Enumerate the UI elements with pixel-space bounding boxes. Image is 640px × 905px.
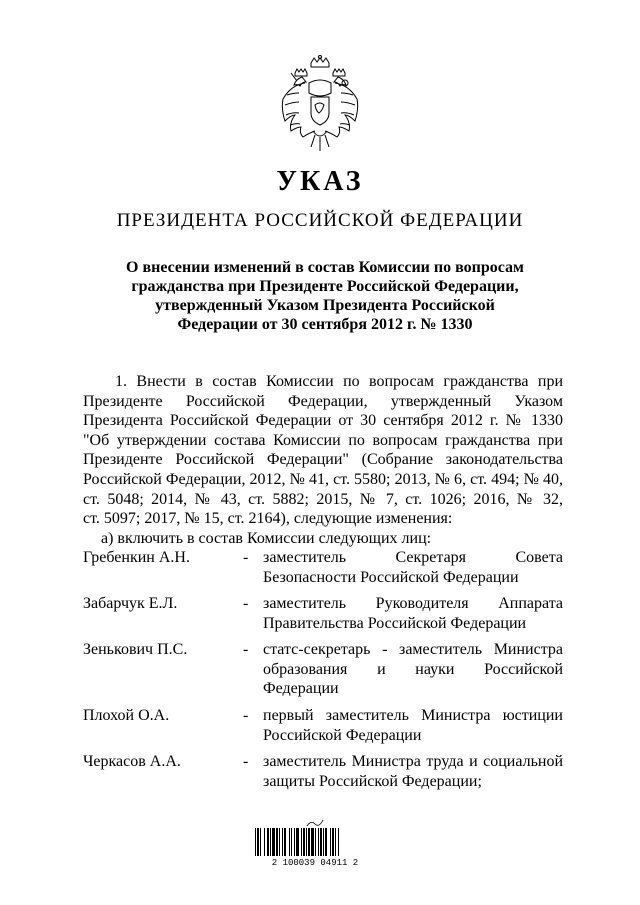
paragraph-line: "Об утверждении состава Комиссии по вопросам гражданства при	[83, 431, 563, 449]
dash: -	[243, 753, 249, 770]
dash: -	[243, 641, 249, 658]
heading-line: Федерации от 30 сентября 2012 г. № 1330	[177, 316, 473, 333]
barcode-bars	[255, 828, 375, 856]
paragraph-line: Президенте Российской Федерации" (Собрание законодательства	[83, 451, 563, 469]
stamp-mark-icon	[255, 818, 375, 828]
paragraph-line: Президенте Российской Федерации, утвержденный Указом	[83, 392, 563, 410]
member-role	[263, 752, 563, 791]
list-item	[83, 752, 563, 794]
member-name: Плохой О.А.	[83, 707, 170, 724]
decree-heading	[90, 258, 560, 334]
document-title: УКАЗ	[276, 166, 364, 197]
document-subtitle: ПРЕЗИДЕНТА РОССИЙСКОЙ ФЕДЕРАЦИИ	[116, 210, 524, 231]
paragraph-line: Российской Федерации, 2012, № 41, ст. 5580; 2013, № 6, ст. 494; № 40,	[83, 470, 563, 488]
member-name: Забарчук Е.Л.	[83, 595, 178, 612]
role-line: заместитель Руководителя Аппарата	[263, 595, 563, 612]
dash: -	[243, 595, 249, 612]
list-item	[83, 548, 563, 590]
barcode-number: 2 100039 04911 2	[271, 858, 359, 868]
paragraph-1	[83, 372, 563, 548]
paragraph-line: ст. 5048; 2014, № 43, ст. 5882; 2015, № 7, ст. 1026; 2016, № 32,	[83, 490, 563, 508]
list-item	[83, 706, 563, 748]
heading-line: утвержденный Указом Президента Российской	[155, 297, 495, 314]
role-line: Безопасности Российской Федерации	[263, 568, 519, 586]
heading-line: гражданства при Президенте Российской Федерации,	[131, 278, 519, 295]
role-line: заместитель Министра труда и социальной	[263, 753, 563, 770]
members-list	[83, 548, 563, 794]
member-role	[263, 640, 563, 699]
member-name: Черкасов А.А.	[83, 753, 181, 770]
paragraph-line: 1. Внести в состав Комиссии по вопросам гражданства при	[115, 373, 563, 390]
russian-coat-of-arms-icon	[275, 55, 365, 155]
member-name: Зенькович П.С.	[83, 641, 188, 658]
member-name: Гребенкин А.Н.	[83, 549, 190, 566]
role-line: первый заместитель Министра юстиции	[263, 707, 563, 724]
member-role	[263, 594, 563, 633]
list-item	[83, 640, 563, 702]
list-item	[83, 594, 563, 636]
paragraph-line: Президента Российской Федерации от 30 сентября 2012 г. № 1330	[83, 412, 563, 430]
role-line: Федерации	[263, 680, 339, 698]
dash: -	[243, 707, 249, 724]
role-line: защиты Российской Федерации;	[263, 772, 482, 790]
role-line: заместитель Секретаря Совета	[263, 549, 563, 566]
role-line: статс-секретарь - заместитель Министра	[263, 641, 563, 658]
dash: -	[243, 549, 249, 566]
member-role	[263, 548, 563, 587]
role-line: образования и науки Российской	[263, 660, 563, 678]
subpoint-a: а) включить в состав Комиссии следующих лиц:	[101, 529, 432, 547]
barcode-bar	[339, 828, 340, 856]
heading-line: О внесении изменений в состав Комиссии по вопросам	[126, 259, 524, 276]
barcode	[255, 818, 375, 868]
paragraph-line: ст. 5097; 2017, № 15, ст. 2164), следующие изменения:	[83, 510, 453, 528]
role-line: Правительства Российской Федерации	[263, 614, 527, 632]
role-line: Российской Федерации	[263, 726, 422, 744]
member-role	[263, 706, 563, 745]
